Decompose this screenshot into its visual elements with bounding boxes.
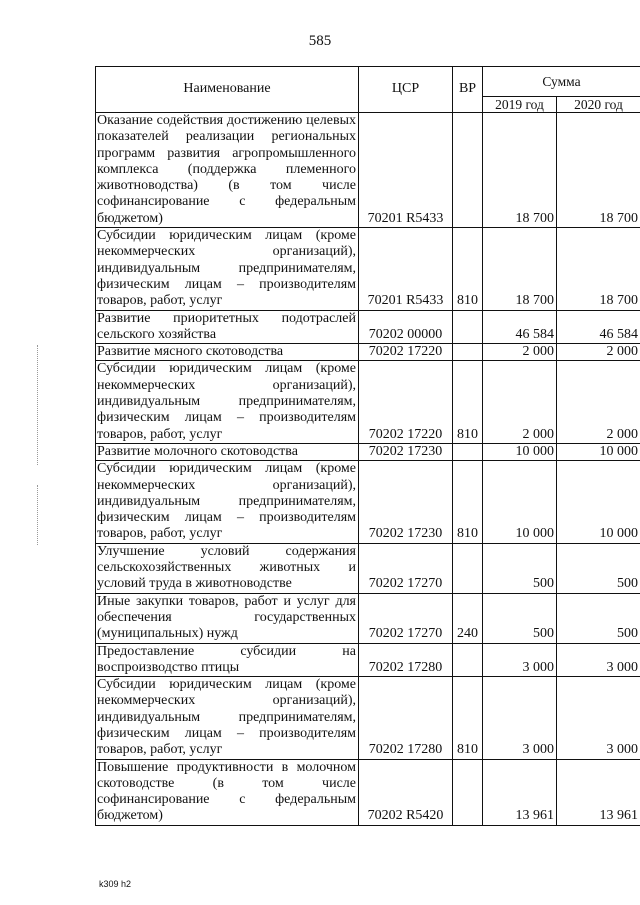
row-vr: 810 — [453, 461, 483, 543]
row-vr — [453, 443, 483, 460]
header-2020: 2020 год — [557, 97, 640, 113]
row-vr — [453, 543, 483, 593]
row-2019: 10 000 — [483, 443, 557, 460]
row-2020: 2 000 — [557, 361, 640, 443]
row-csr: 70202 R5420 — [359, 759, 453, 825]
row-2020: 500 — [557, 593, 640, 643]
row-csr: 70202 17230 — [359, 443, 453, 460]
row-vr: 240 — [453, 593, 483, 643]
row-2020: 18 700 — [557, 113, 640, 228]
table-row — [96, 543, 640, 593]
table-row — [96, 228, 640, 310]
row-csr: 70202 17270 — [359, 543, 453, 593]
row-name: Иные закупки товаров, работ и услуг для обеспечения государственных (муниципальных) нужд — [96, 593, 359, 643]
footer-code: k309 h2 — [99, 879, 132, 889]
header-csr: ЦСР — [359, 67, 453, 113]
row-csr: 70202 17220 — [359, 361, 453, 443]
row-vr — [453, 643, 483, 677]
row-2019: 18 700 — [483, 228, 557, 310]
row-name: Улучшение условий содержания сельскохозяйственных животных и условий труда в животноводстве — [96, 543, 359, 593]
row-2019: 500 — [483, 593, 557, 643]
table-row — [96, 113, 640, 228]
row-2020: 18 700 — [557, 228, 640, 310]
table-header — [96, 67, 640, 113]
row-name: Развитие мясного скотоводства — [96, 344, 359, 361]
table-row — [96, 361, 640, 443]
row-csr: 70202 17230 — [359, 461, 453, 543]
row-csr: 70202 17270 — [359, 593, 453, 643]
row-vr — [453, 759, 483, 825]
row-2019: 18 700 — [483, 113, 557, 228]
header-2019: 2019 год — [483, 97, 557, 113]
row-csr: 70201 R5433 — [359, 113, 453, 228]
row-name: Субсидии юридическим лицам (кроме некоммерческих организаций), индивидуальным предпринимателям, физическим лицам – производителям товаров, работ, услуг — [96, 677, 359, 759]
header-name: Наименование — [96, 67, 359, 113]
row-name: Субсидии юридическим лицам (кроме некоммерческих организаций), индивидуальным предпринимателям, физическим лицам – производителям товаров, работ, услуг — [96, 228, 359, 310]
row-2019: 2 000 — [483, 361, 557, 443]
row-vr — [453, 113, 483, 228]
margin-dots — [37, 485, 40, 545]
row-2020: 2 000 — [557, 344, 640, 361]
row-name: Повышение продуктивности в молочном скотоводстве (в том числе софинансирование с федеральным бюджетом) — [96, 759, 359, 825]
row-vr: 810 — [453, 677, 483, 759]
table-row — [96, 461, 640, 543]
row-2020: 3 000 — [557, 643, 640, 677]
row-2020: 500 — [557, 543, 640, 593]
row-vr — [453, 344, 483, 361]
table-row — [96, 593, 640, 643]
header-sum: Сумма — [483, 67, 640, 97]
row-2019: 10 000 — [483, 461, 557, 543]
budget-table — [95, 66, 640, 826]
row-csr: 70202 17280 — [359, 677, 453, 759]
row-name: Субсидии юридическим лицам (кроме некоммерческих организаций), индивидуальным предпринимателям, физическим лицам – производителям товаров, работ, услуг — [96, 361, 359, 443]
table-row — [96, 643, 640, 677]
table-row — [96, 443, 640, 460]
row-name: Предоставление субсидии на воспроизводство птицы — [96, 643, 359, 677]
row-name: Развитие молочного скотоводства — [96, 443, 359, 460]
row-2020: 3 000 — [557, 677, 640, 759]
table-row — [96, 310, 640, 344]
row-name: Субсидии юридическим лицам (кроме некоммерческих организаций), индивидуальным предпринимателям, физическим лицам – производителям товаров, работ, услуг — [96, 461, 359, 543]
table-row — [96, 677, 640, 759]
row-2019: 46 584 — [483, 310, 557, 344]
row-csr: 70201 R5433 — [359, 228, 453, 310]
row-vr — [453, 310, 483, 344]
row-2020: 46 584 — [557, 310, 640, 344]
table-body — [96, 113, 640, 826]
header-vr: ВР — [453, 67, 483, 113]
row-csr: 70202 00000 — [359, 310, 453, 344]
row-2019: 500 — [483, 543, 557, 593]
row-csr: 70202 17280 — [359, 643, 453, 677]
table-row — [96, 759, 640, 825]
row-2020: 10 000 — [557, 461, 640, 543]
row-name: Развитие приоритетных подотраслей сельского хозяйства — [96, 310, 359, 344]
row-2019: 3 000 — [483, 677, 557, 759]
row-vr: 810 — [453, 361, 483, 443]
row-vr: 810 — [453, 228, 483, 310]
row-2020: 10 000 — [557, 443, 640, 460]
row-2020: 13 961 — [557, 759, 640, 825]
table-row — [96, 344, 640, 361]
row-2019: 2 000 — [483, 344, 557, 361]
margin-dots — [37, 345, 40, 465]
row-2019: 3 000 — [483, 643, 557, 677]
page-number: 585 — [308, 33, 332, 49]
row-csr: 70202 17220 — [359, 344, 453, 361]
row-name: Оказание содействия достижению целевых показателей реализации региональных программ развития агропромышленного комплекса (поддержка племенного животноводства) (в том числе софинансирование с федеральным бюджетом) — [96, 113, 359, 228]
row-2019: 13 961 — [483, 759, 557, 825]
